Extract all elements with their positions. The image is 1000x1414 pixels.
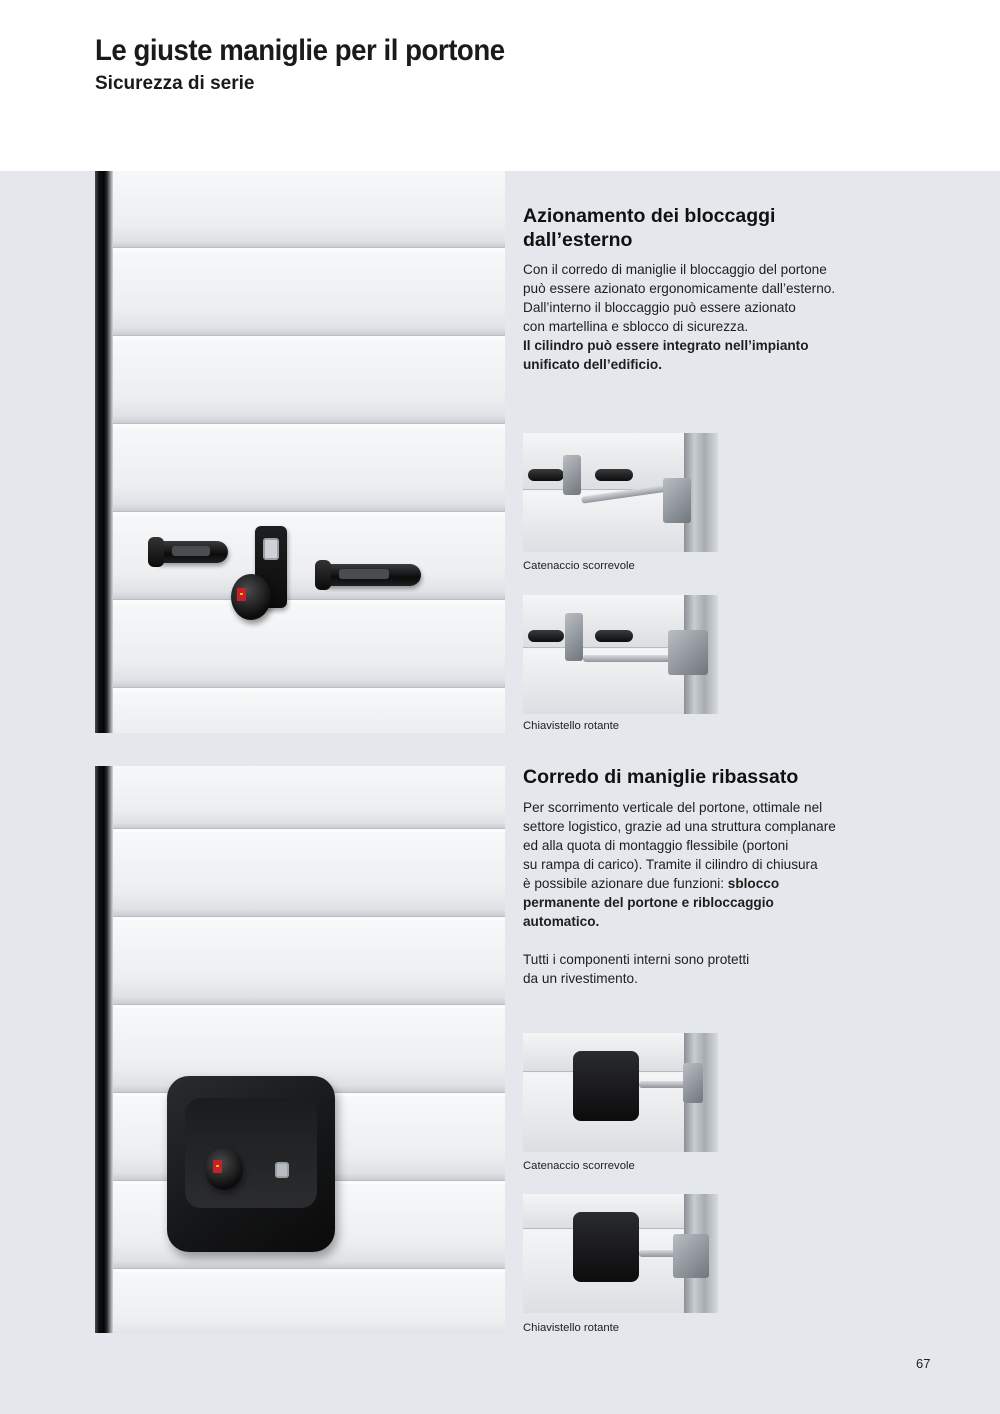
keyhole (263, 538, 279, 560)
left-handle (150, 541, 228, 563)
brand-logo-icon-2 (213, 1160, 222, 1173)
section2-body: Per scorrimento verticale del portone, ottimale nel settore logistico, grazie ad una struttura complanare ed alla quota di montaggio flessibile (portoni su rampa di carico). Tramite il cilindro di chiusura è possibile azionare due funzioni: sblocco permanente del portone e ribloccaggio automatico. (523, 800, 836, 929)
door-frame (95, 171, 113, 733)
section2-body-2: Tutti i componenti interni sono protetti da un rivestimento. (523, 952, 750, 986)
section1-heading: Azionamento dei bloccaggi dall’esterno (523, 205, 776, 251)
right-handle (317, 564, 421, 586)
section1-body: Con il corredo di maniglie il bloccaggio del portone può essere azionato ergonomicamente dall’esterno. Dall’interno il bloccaggio può essere azionato con martellina e sblocco di sicurezza. Il cilindro può essere integrato nell’impianto unificato dell’edificio. (523, 262, 836, 372)
section2-body-bold: sblocco permanente del portone e ribloccaggio automatico. (523, 876, 780, 929)
page-header (0, 0, 1000, 171)
page-subtitle: Sicurezza di serie (95, 73, 255, 94)
caption-4: Chiavistello rotante (523, 1322, 620, 1334)
thumb-sliding-bolt-2 (523, 1033, 718, 1152)
recessed-keyhole (275, 1162, 289, 1178)
brand-logo-icon (237, 588, 246, 601)
thumb-sliding-bolt-1 (523, 433, 718, 552)
door-handle-set-photo (95, 171, 505, 733)
page-number: 67 (916, 1356, 931, 1371)
caption-2: Chiavistello rotante (523, 720, 620, 732)
door-recessed-handle-photo (95, 766, 505, 1333)
rotary-knob (231, 574, 271, 620)
recessed-rotary-knob (205, 1148, 243, 1190)
section1-body-bold: Il cilindro può essere integrato nell’impianto unificato dell’edificio. (523, 338, 809, 372)
thumb-rotary-latch-2 (523, 1194, 718, 1313)
caption-3: Catenaccio scorrevole (523, 1160, 635, 1172)
recessed-handle-housing (167, 1076, 335, 1252)
caption-1: Catenaccio scorrevole (523, 560, 635, 572)
thumb-rotary-latch-1 (523, 595, 718, 714)
page-title: Le giuste maniglie per il portone (95, 34, 505, 67)
door-frame-2 (95, 766, 113, 1333)
section2-heading: Corredo di maniglie ribassato (523, 766, 799, 788)
